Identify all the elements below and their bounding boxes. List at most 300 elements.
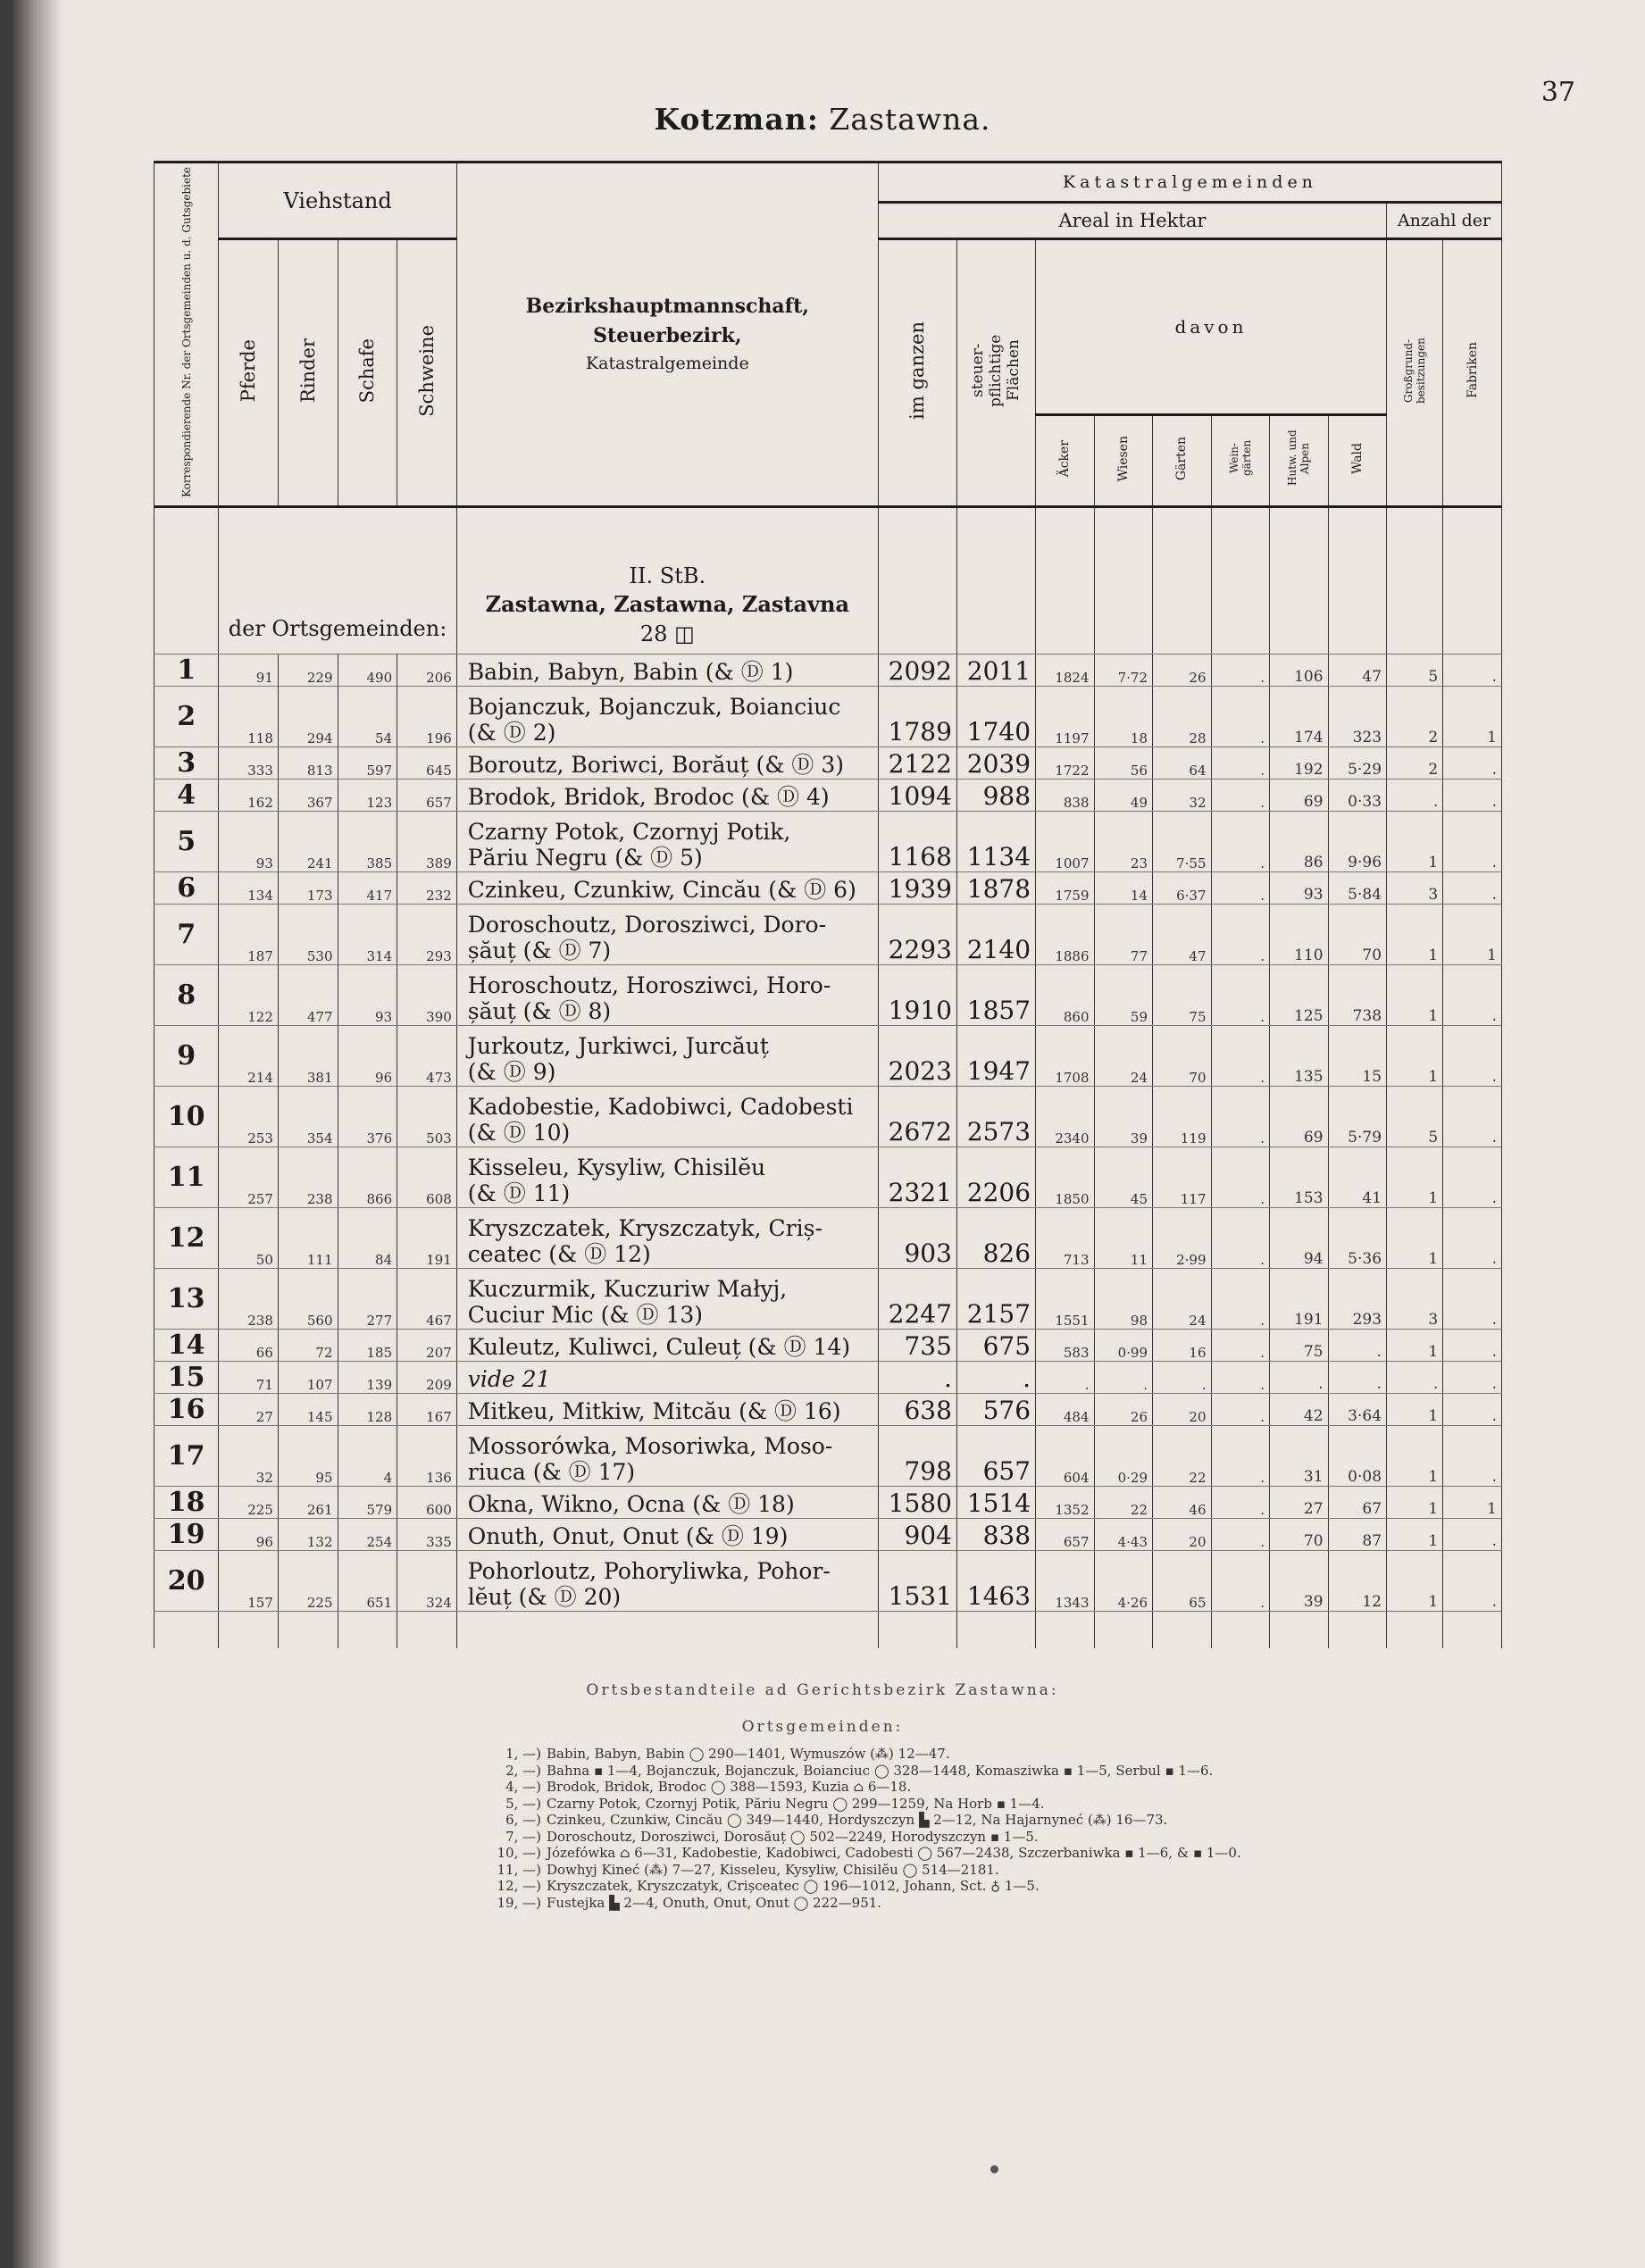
cell-ig: . <box>878 1361 956 1393</box>
cell-ri: 241 <box>278 811 338 871</box>
cell-ri: 381 <box>278 1025 338 1086</box>
cell-fa: . <box>1443 1025 1502 1086</box>
cell-wa: 15 <box>1328 1025 1387 1086</box>
cell-ga: 7·55 <box>1153 811 1212 871</box>
statistics-table <box>154 161 1502 1648</box>
cell-gr: 2 <box>1387 686 1443 746</box>
row-number: 7 <box>154 904 219 964</box>
cell-ig: 1094 <box>878 779 956 811</box>
cell-pf: 214 <box>219 1025 279 1086</box>
community-name <box>456 779 878 811</box>
cell-st: 2157 <box>956 1268 1035 1329</box>
cell-ae: 583 <box>1036 1329 1095 1361</box>
footnote-key: 6, —) <box>505 1812 541 1828</box>
cell-fa: . <box>1443 1361 1502 1393</box>
cell-gr: 1 <box>1387 1025 1443 1086</box>
section-heading-row <box>154 506 1502 654</box>
footnote-key: 5, —) <box>505 1795 541 1812</box>
community-name-line: Bojanczuk, Bojanczuk, Boianciuc <box>467 693 841 720</box>
cell-we: . <box>1211 811 1270 871</box>
areal-header: Areal in Hektar <box>878 203 1386 239</box>
cell-sc: 254 <box>338 1518 397 1550</box>
cell-hu: 106 <box>1270 654 1329 686</box>
cell-ae: 1007 <box>1036 811 1095 871</box>
cell-we: . <box>1211 1147 1270 1207</box>
row-number: 4 <box>154 779 219 811</box>
cell-ga: 70 <box>1153 1025 1212 1086</box>
footnote-line <box>489 1746 1409 1763</box>
cell-sc: 490 <box>338 654 397 686</box>
cell-ga: 6·37 <box>1153 871 1212 904</box>
row-number: 11 <box>154 1147 219 1207</box>
weingaerten-header: Wein-gärten <box>1211 414 1270 506</box>
cell-ga: 24 <box>1153 1268 1212 1329</box>
cell-st: 2039 <box>956 746 1035 779</box>
footnote-key: 19, —) <box>497 1894 541 1911</box>
cell-gr: 1 <box>1387 1147 1443 1207</box>
footnote-text: Fustejka ▙ 2—4, Onuth, Onut, Onut ◯ 222—951. <box>547 1894 882 1911</box>
cell-wi: 77 <box>1094 904 1153 964</box>
cell-ae: 657 <box>1036 1518 1095 1550</box>
col-nr-header: Korrespondierende Nr. der Ortsgemeinden u. d. Gutsgebiete <box>154 163 219 507</box>
community-name <box>456 686 878 746</box>
cell-we: . <box>1211 654 1270 686</box>
cell-wi: 7·72 <box>1094 654 1153 686</box>
footnote-key: 7, —) <box>505 1828 541 1845</box>
cell-wa: 323 <box>1328 686 1387 746</box>
community-name-line: șăuț (& Ⓓ 7) <box>467 938 612 964</box>
cell-wa: . <box>1328 1329 1387 1361</box>
footnote-line <box>489 1763 1409 1780</box>
cell-wi: 22 <box>1094 1486 1153 1518</box>
cell-pf: 93 <box>219 811 279 871</box>
cell-ae: 484 <box>1036 1393 1095 1425</box>
cell-hu: 192 <box>1270 746 1329 779</box>
cell-fa: . <box>1443 1550 1502 1611</box>
table-row <box>154 746 1502 779</box>
cell-ae: 1886 <box>1036 904 1095 964</box>
cell-fa: . <box>1443 779 1502 811</box>
row-number: 8 <box>154 964 219 1025</box>
cell-ri: 107 <box>278 1361 338 1393</box>
cell-gr: 3 <box>1387 871 1443 904</box>
cell-sw: 232 <box>397 871 457 904</box>
cell-ig: 2321 <box>878 1147 956 1207</box>
cell-ri: 145 <box>278 1393 338 1425</box>
cell-wi: 59 <box>1094 964 1153 1025</box>
community-name-line: Doroschoutz, Dorosziwci, Doro- <box>467 911 827 938</box>
row-number: 14 <box>154 1329 219 1361</box>
row-number: 17 <box>154 1425 219 1486</box>
community-name <box>456 1393 878 1425</box>
cell-ri: 367 <box>278 779 338 811</box>
community-name <box>456 964 878 1025</box>
cell-fa: . <box>1443 871 1502 904</box>
im-ganzen-header: im ganzen <box>878 239 956 507</box>
table-row <box>154 1486 1502 1518</box>
table-row <box>154 1086 1502 1147</box>
community-name <box>456 1207 878 1268</box>
community-name <box>456 811 878 871</box>
footnote-key: 11, —) <box>497 1861 541 1878</box>
cell-sc: 93 <box>338 964 397 1025</box>
cell-sc: 54 <box>338 686 397 746</box>
cell-wi: 0·29 <box>1094 1425 1153 1486</box>
row-number: 2 <box>154 686 219 746</box>
cell-sc: 417 <box>338 871 397 904</box>
cell-hu: . <box>1270 1361 1329 1393</box>
cell-ri: 813 <box>278 746 338 779</box>
row-number: 15 <box>154 1361 219 1393</box>
table-row <box>154 1425 1502 1486</box>
community-name-line: (& Ⓓ 2) <box>467 720 556 746</box>
cell-ae: 1708 <box>1036 1025 1095 1086</box>
cell-gr: 3 <box>1387 1268 1443 1329</box>
community-name-line: Horoschoutz, Horosziwci, Horo- <box>467 971 831 998</box>
cell-ig: 1910 <box>878 964 956 1025</box>
cell-ri: 294 <box>278 686 338 746</box>
footnote-text: Doroschoutz, Dorosziwci, Dorosăuț ◯ 502—2249, Horodyszczyn ▪ 1—5. <box>547 1828 1039 1845</box>
community-name <box>456 1147 878 1207</box>
cell-hu: 70 <box>1270 1518 1329 1550</box>
community-name <box>456 1086 878 1147</box>
cell-pf: 162 <box>219 779 279 811</box>
cell-sw: 473 <box>397 1025 457 1086</box>
cell-gr: 1 <box>1387 904 1443 964</box>
community-name-line: Pohorloutz, Pohoryliwka, Pohor- <box>467 1557 831 1584</box>
cell-ig: 904 <box>878 1518 956 1550</box>
footnote-key: 10, —) <box>497 1845 541 1861</box>
cell-wi: 39 <box>1094 1086 1153 1147</box>
cell-we: . <box>1211 964 1270 1025</box>
cell-ri: 95 <box>278 1425 338 1486</box>
footnote-line <box>489 1829 1409 1846</box>
cell-pf: 134 <box>219 871 279 904</box>
cell-pf: 122 <box>219 964 279 1025</box>
community-name <box>456 746 878 779</box>
cell-pf: 71 <box>219 1361 279 1393</box>
community-name-line: Păriu Negru (& Ⓓ 5) <box>467 845 703 871</box>
cell-ae: 1551 <box>1036 1268 1095 1329</box>
cell-st: 576 <box>956 1393 1035 1425</box>
cell-wa: 0·08 <box>1328 1425 1387 1486</box>
community-name-line: Kuczurmik, Kuczuriw Małyj, <box>467 1275 788 1302</box>
table-row <box>154 1393 1502 1425</box>
community-name <box>456 871 878 904</box>
ink-dot <box>990 2165 998 2173</box>
footnote-text: Józefówka ⌂ 6—31, Kadobestie, Kadobiwci, Cadobesti ◯ 567—2438, Szczerbaniwka ▪ 1—6, & ▪ 1—0. <box>547 1845 1241 1861</box>
cell-wa: 47 <box>1328 654 1387 686</box>
cell-ig: 1531 <box>878 1550 956 1611</box>
row-number: 5 <box>154 811 219 871</box>
cell-ig: 2672 <box>878 1086 956 1147</box>
cell-wi: 14 <box>1094 871 1153 904</box>
community-name-line: Brodok, Bridok, Brodoc (& Ⓓ 4) <box>467 784 830 811</box>
aecker-header: Äcker <box>1036 414 1095 506</box>
cell-hu: 125 <box>1270 964 1329 1025</box>
cell-ga: 2·99 <box>1153 1207 1212 1268</box>
cell-ae: 2340 <box>1036 1086 1095 1147</box>
footnote-text: Czinkeu, Czunkiw, Cincău ◯ 349—1440, Hordyszczyn ▙ 2—12, Na Hajarnyneć (⁂) 16—73. <box>547 1812 1168 1828</box>
cell-ga: 26 <box>1153 654 1212 686</box>
community-name <box>456 1518 878 1550</box>
cell-wa: 293 <box>1328 1268 1387 1329</box>
community-name <box>456 904 878 964</box>
cell-wi: 45 <box>1094 1147 1153 1207</box>
community-name-line: Mitkeu, Mitkiw, Mitcău (& Ⓓ 16) <box>467 1398 841 1425</box>
section-label: der Ortsgemeinden: <box>219 506 457 654</box>
community-name-line: Czarny Potok, Czornyj Potik, <box>467 818 791 845</box>
cell-ri: 560 <box>278 1268 338 1329</box>
community-name-line: Kisseleu, Kysyliw, Chisilĕu <box>467 1154 766 1180</box>
community-name-line: (& Ⓓ 9) <box>467 1059 556 1086</box>
table-row <box>154 1025 1502 1086</box>
community-name <box>456 654 878 686</box>
cell-sc: 579 <box>338 1486 397 1518</box>
cell-pf: 66 <box>219 1329 279 1361</box>
cell-ae: 1343 <box>1036 1550 1095 1611</box>
row-number: 16 <box>154 1393 219 1425</box>
table-row <box>154 654 1502 686</box>
cell-ga: 32 <box>1153 779 1212 811</box>
cell-we: . <box>1211 1550 1270 1611</box>
cell-sw: 657 <box>397 779 457 811</box>
cell-ga: 117 <box>1153 1147 1212 1207</box>
cell-ae: 1759 <box>1036 871 1095 904</box>
cell-ri: 354 <box>278 1086 338 1147</box>
footnote-text: Babin, Babyn, Babin ◯ 290—1401, Wymuszów (⁂) 12—47. <box>547 1746 950 1762</box>
cell-sc: 84 <box>338 1207 397 1268</box>
cell-ig: 638 <box>878 1393 956 1425</box>
cell-ig: 2092 <box>878 654 956 686</box>
cell-gr: 2 <box>1387 746 1443 779</box>
cell-we: . <box>1211 1329 1270 1361</box>
cell-st: 1134 <box>956 811 1035 871</box>
katastral-header: Katastralgemeinden <box>878 163 1501 203</box>
cell-st: 2011 <box>956 654 1035 686</box>
cell-sc: 376 <box>338 1086 397 1147</box>
cell-ri: 477 <box>278 964 338 1025</box>
cell-sw: 389 <box>397 811 457 871</box>
row-number: 6 <box>154 871 219 904</box>
cell-fa: . <box>1443 1393 1502 1425</box>
cell-ae: 860 <box>1036 964 1095 1025</box>
footnote-subtitle: Ortsgemeinden: <box>741 1718 904 1736</box>
cell-pf: 238 <box>219 1268 279 1329</box>
cell-fa: . <box>1443 654 1502 686</box>
cell-st: 657 <box>956 1425 1035 1486</box>
schafe-header: Schafe <box>338 239 397 507</box>
cell-fa: 1 <box>1443 686 1502 746</box>
cell-we: . <box>1211 871 1270 904</box>
cell-wi: 23 <box>1094 811 1153 871</box>
table-row <box>154 871 1502 904</box>
cell-wa: 12 <box>1328 1550 1387 1611</box>
cell-wa: 5·84 <box>1328 871 1387 904</box>
footnote-list <box>489 1746 1409 1911</box>
cell-gr: 1 <box>1387 811 1443 871</box>
cell-wa: . <box>1328 1361 1387 1393</box>
cell-st: 2206 <box>956 1147 1035 1207</box>
cell-wa: 87 <box>1328 1518 1387 1550</box>
cell-sc: 385 <box>338 811 397 871</box>
cell-gr: 1 <box>1387 1393 1443 1425</box>
cell-gr: 1 <box>1387 1518 1443 1550</box>
cell-sc: 185 <box>338 1329 397 1361</box>
cell-ig: 1789 <box>878 686 956 746</box>
community-name-line: Kryszczatek, Kryszczatyk, Criș- <box>467 1214 822 1241</box>
cell-ga: 22 <box>1153 1425 1212 1486</box>
cell-sw: 207 <box>397 1329 457 1361</box>
footnote-key: 1, —) <box>505 1746 541 1762</box>
cell-ri: 530 <box>278 904 338 964</box>
cell-wi: 11 <box>1094 1207 1153 1268</box>
cell-st: 1878 <box>956 871 1035 904</box>
cell-sw: 136 <box>397 1425 457 1486</box>
cell-hu: 86 <box>1270 811 1329 871</box>
cell-ig: 798 <box>878 1425 956 1486</box>
community-name-line: lĕuț (& Ⓓ 20) <box>467 1584 622 1611</box>
community-name <box>456 1425 878 1486</box>
cell-sw: 645 <box>397 746 457 779</box>
community-name <box>456 1268 878 1329</box>
cell-ae: 1824 <box>1036 654 1095 686</box>
cell-ga: 75 <box>1153 964 1212 1025</box>
cell-st: 1947 <box>956 1025 1035 1086</box>
community-name-line: Kuleutz, Kuliwci, Culeuț (& Ⓓ 14) <box>467 1334 851 1361</box>
footnote-line <box>489 1845 1409 1862</box>
table-row <box>154 811 1502 871</box>
cell-fa: 1 <box>1443 904 1502 964</box>
cell-sc: 651 <box>338 1550 397 1611</box>
cell-hu: 110 <box>1270 904 1329 964</box>
cell-we: . <box>1211 904 1270 964</box>
wald-header: Wald <box>1328 414 1387 506</box>
cell-wi: 98 <box>1094 1268 1153 1329</box>
cell-sw: 191 <box>397 1207 457 1268</box>
running-head <box>0 102 1645 137</box>
bezirk-header: Bezirkshauptmannschaft, Steuerbezirk, Katastralgemeinde <box>456 163 878 507</box>
cell-hu: 174 <box>1270 686 1329 746</box>
cell-sw: 167 <box>397 1393 457 1425</box>
community-name <box>456 1361 878 1393</box>
community-name <box>456 1329 878 1361</box>
viehstand-header: Viehstand <box>219 163 457 239</box>
gaerten-header: Gärten <box>1153 414 1212 506</box>
community-name-line: (& Ⓓ 10) <box>467 1120 571 1147</box>
cell-fa: . <box>1443 1086 1502 1147</box>
cell-st: 1514 <box>956 1486 1035 1518</box>
cell-ga: 47 <box>1153 904 1212 964</box>
cell-fa: . <box>1443 1425 1502 1486</box>
cell-fa: . <box>1443 964 1502 1025</box>
row-number: 18 <box>154 1486 219 1518</box>
cell-wi: 4·26 <box>1094 1550 1153 1611</box>
cell-st: 2140 <box>956 904 1035 964</box>
cell-fa: 1 <box>1443 1486 1502 1518</box>
cell-ga: 64 <box>1153 746 1212 779</box>
anzahl-header: Anzahl der <box>1387 203 1502 239</box>
cell-sw: 293 <box>397 904 457 964</box>
cell-st: 838 <box>956 1518 1035 1550</box>
footnote-text: Brodok, Bridok, Brodoc ◯ 388—1593, Kuzia ⌂ 6—18. <box>547 1779 912 1795</box>
cell-st: 988 <box>956 779 1035 811</box>
cell-hu: 39 <box>1270 1550 1329 1611</box>
cell-wa: 738 <box>1328 964 1387 1025</box>
cell-hu: 75 <box>1270 1329 1329 1361</box>
cell-hu: 94 <box>1270 1207 1329 1268</box>
row-number: 3 <box>154 746 219 779</box>
cell-hu: 191 <box>1270 1268 1329 1329</box>
community-name-line: Czinkeu, Czunkiw, Cincău (& Ⓓ 6) <box>467 877 856 904</box>
cell-st: 2573 <box>956 1086 1035 1147</box>
cell-ri: 229 <box>278 654 338 686</box>
cell-we: . <box>1211 779 1270 811</box>
cell-ae: 1850 <box>1036 1147 1095 1207</box>
cell-we: . <box>1211 686 1270 746</box>
cell-we: . <box>1211 1268 1270 1329</box>
davon-header: davon <box>1036 239 1387 415</box>
cell-wa: 0·33 <box>1328 779 1387 811</box>
community-name-line: ceatec (& Ⓓ 12) <box>467 1241 651 1268</box>
cell-ae: 604 <box>1036 1425 1095 1486</box>
pferde-header: Pferde <box>219 239 279 507</box>
cell-wi: 24 <box>1094 1025 1153 1086</box>
row-number: 13 <box>154 1268 219 1329</box>
cell-gr: 5 <box>1387 654 1443 686</box>
table-row <box>154 1207 1502 1268</box>
cell-sw: 324 <box>397 1550 457 1611</box>
cell-wa: 41 <box>1328 1147 1387 1207</box>
cell-ga: 20 <box>1153 1393 1212 1425</box>
cell-we: . <box>1211 1361 1270 1393</box>
community-name-line: (& Ⓓ 11) <box>467 1180 571 1207</box>
cell-sw: 209 <box>397 1361 457 1393</box>
cell-fa: . <box>1443 1329 1502 1361</box>
cell-pf: 50 <box>219 1207 279 1268</box>
cell-gr: 5 <box>1387 1086 1443 1147</box>
cell-sw: 467 <box>397 1268 457 1329</box>
cell-gr: 1 <box>1387 964 1443 1025</box>
cell-sc: 314 <box>338 904 397 964</box>
table-row <box>154 904 1502 964</box>
cell-we: . <box>1211 1025 1270 1086</box>
community-name-line: Okna, Wikno, Ocna (& Ⓓ 18) <box>467 1491 795 1518</box>
table-row <box>154 1361 1502 1393</box>
cell-fa: . <box>1443 1207 1502 1268</box>
footnote-line <box>489 1779 1409 1796</box>
cell-st: 1857 <box>956 964 1035 1025</box>
cell-wi: 26 <box>1094 1393 1153 1425</box>
cell-sw: 503 <box>397 1086 457 1147</box>
community-name-line: Mossorówka, Mosoriwka, Moso- <box>467 1432 833 1459</box>
cell-ig: 2023 <box>878 1025 956 1086</box>
cell-pf: 118 <box>219 686 279 746</box>
cell-ga: 119 <box>1153 1086 1212 1147</box>
cell-ig: 735 <box>878 1329 956 1361</box>
cell-sw: 206 <box>397 654 457 686</box>
section-code: 28 <box>639 621 668 646</box>
table-header <box>154 163 1502 507</box>
cell-ri: 111 <box>278 1207 338 1268</box>
cell-hu: 42 <box>1270 1393 1329 1425</box>
cell-ri: 72 <box>278 1329 338 1361</box>
community-name <box>456 1486 878 1518</box>
cell-ga: 46 <box>1153 1486 1212 1518</box>
hutweiden-header: Hutw. und Alpen <box>1270 414 1329 506</box>
cell-st: 1740 <box>956 686 1035 746</box>
community-name <box>456 1550 878 1611</box>
